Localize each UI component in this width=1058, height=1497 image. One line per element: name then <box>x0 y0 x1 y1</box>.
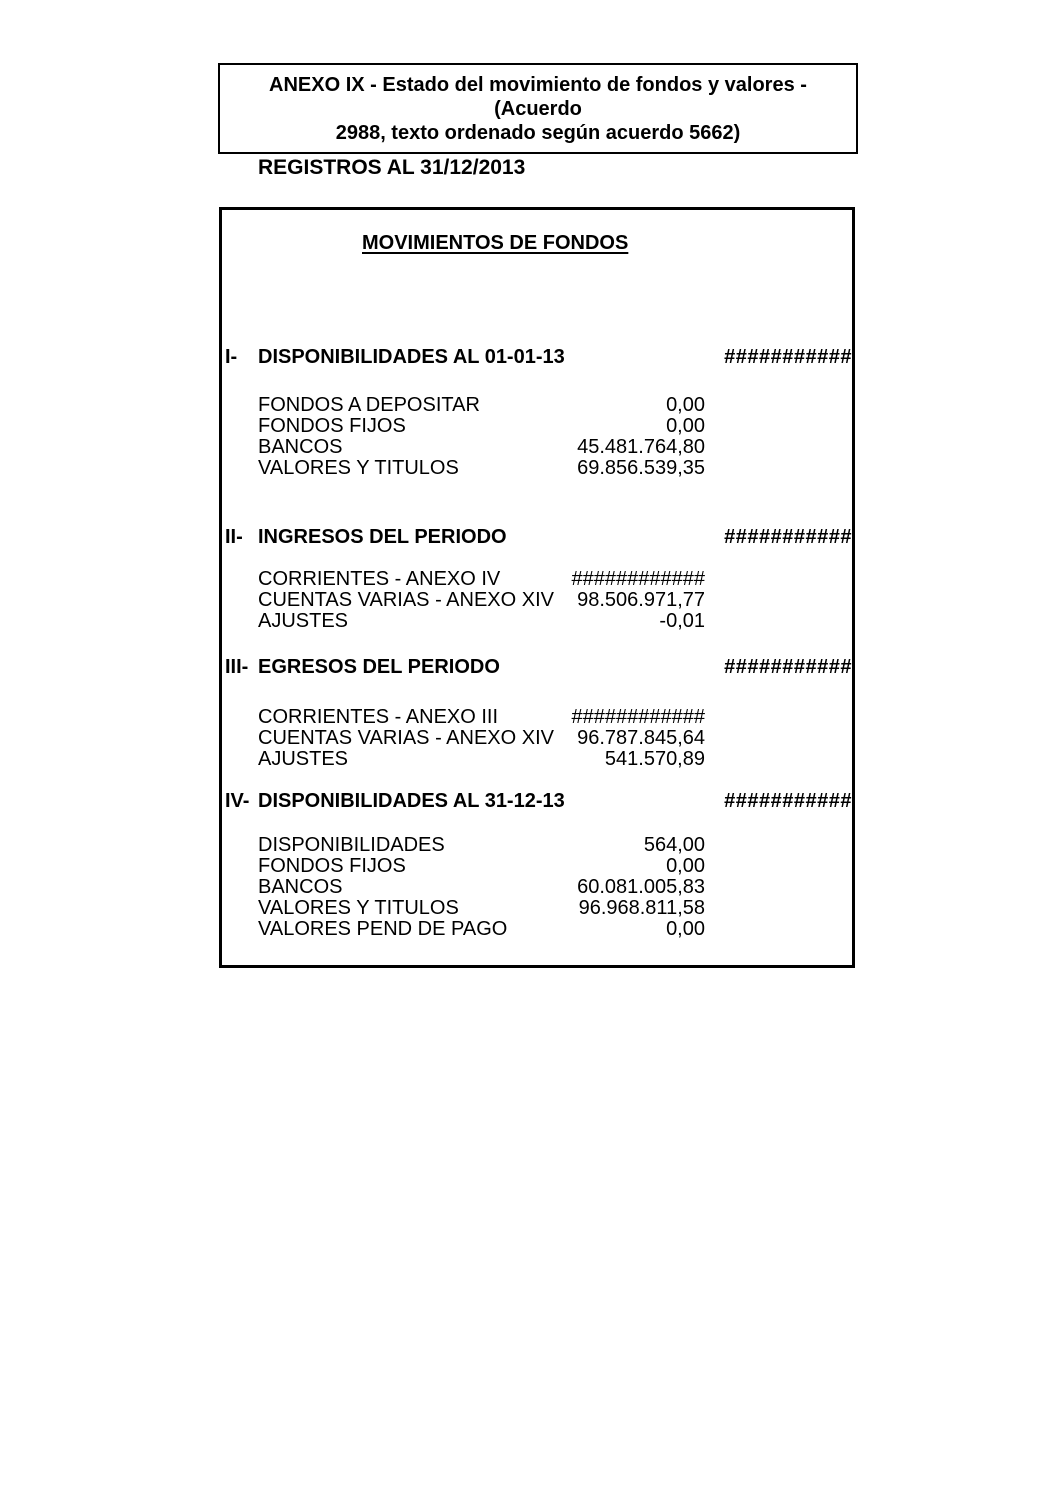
table-row <box>258 835 852 856</box>
section-total-overflow: ########### <box>724 346 852 368</box>
row-label: VALORES PEND DE PAGO <box>258 918 508 940</box>
table-row <box>258 856 852 877</box>
section-numeral: II- <box>225 526 243 548</box>
table-row <box>258 569 852 590</box>
section-label: INGRESOS DEL PERIODO <box>258 526 507 548</box>
row-label: VALORES Y TITULOS <box>258 457 459 479</box>
section-rows <box>258 835 852 940</box>
table-row <box>258 749 852 770</box>
table-row <box>258 877 852 898</box>
row-label: CUENTAS VARIAS - ANEXO XIV <box>258 589 554 611</box>
row-label: BANCOS <box>258 876 343 898</box>
section-header <box>222 657 852 678</box>
table-row <box>258 919 852 940</box>
table-row <box>258 707 852 728</box>
registros-subtitle: REGISTROS AL 31/12/2013 <box>258 156 526 179</box>
row-value: 98.506.971,77 <box>577 589 705 611</box>
row-value: 60.081.005,83 <box>577 876 705 898</box>
row-value: 96.968.811,58 <box>578 897 705 919</box>
section-rows <box>258 569 852 632</box>
section-disponibilidades-01-01-13 <box>222 347 852 479</box>
table-row <box>258 728 852 749</box>
section-header <box>222 791 852 812</box>
table-row <box>258 611 852 632</box>
row-label: FONDOS FIJOS <box>258 415 406 437</box>
row-label: BANCOS <box>258 436 343 458</box>
section-total-overflow: ########### <box>724 656 852 678</box>
funds-statement-box <box>219 207 855 968</box>
table-row <box>258 437 852 458</box>
section-egresos-del-periodo <box>222 657 852 770</box>
table-row <box>258 590 852 611</box>
row-label: VALORES Y TITULOS <box>258 897 459 919</box>
row-label: AJUSTES <box>258 748 349 770</box>
row-value: 0,00 <box>666 394 705 416</box>
section-header <box>222 347 852 368</box>
row-value-overflow: ############ <box>571 568 705 590</box>
row-label: FONDOS FIJOS <box>258 855 406 877</box>
row-value: 541.570,89 <box>604 748 705 770</box>
section-numeral: I- <box>225 346 238 368</box>
document-title-line-1: ANEXO IX - Estado del movimiento de fondos y valores -(Acuerdo <box>269 74 807 120</box>
row-label: DISPONIBILIDADES <box>258 834 445 856</box>
row-value: 0,00 <box>666 855 705 877</box>
row-label: CUENTAS VARIAS - ANEXO XIV <box>258 727 554 749</box>
row-label: CORRIENTES - ANEXO IV <box>258 568 501 590</box>
section-disponibilidades-31-12-13 <box>222 791 852 940</box>
table-row <box>258 898 852 919</box>
section-numeral: III- <box>225 656 249 678</box>
table-row <box>258 395 852 416</box>
table-title: MOVIMIENTOS DE FONDOS <box>362 232 629 254</box>
row-label: CORRIENTES - ANEXO III <box>258 706 499 728</box>
section-label: EGRESOS DEL PERIODO <box>258 656 500 678</box>
table-row <box>258 416 852 437</box>
table-row <box>258 458 852 479</box>
row-value: 96.787.845,64 <box>577 727 705 749</box>
section-rows <box>258 707 852 770</box>
section-rows <box>258 395 852 479</box>
section-total-overflow: ########### <box>724 526 852 548</box>
section-label: DISPONIBILIDADES AL 31-12-13 <box>258 790 565 812</box>
document-title-line-2: 2988, texto ordenado según acuerdo 5662) <box>335 122 741 144</box>
section-header <box>222 527 852 548</box>
row-value: 564,00 <box>643 834 705 856</box>
section-total-overflow: ########### <box>724 790 852 812</box>
document-title-box <box>218 63 858 154</box>
row-value-overflow: ############ <box>571 706 705 728</box>
row-value: 69.856.539,35 <box>577 457 705 479</box>
row-value: 0,00 <box>666 918 705 940</box>
row-label: AJUSTES <box>258 610 349 632</box>
row-value: -0,01 <box>659 610 705 632</box>
section-numeral: IV- <box>225 790 250 812</box>
section-label: DISPONIBILIDADES AL 01-01-13 <box>258 346 565 368</box>
row-value: 0,00 <box>666 415 705 437</box>
section-ingresos-del-periodo <box>222 527 852 632</box>
row-label: FONDOS A DEPOSITAR <box>258 394 480 416</box>
row-value: 45.481.764,80 <box>577 436 705 458</box>
